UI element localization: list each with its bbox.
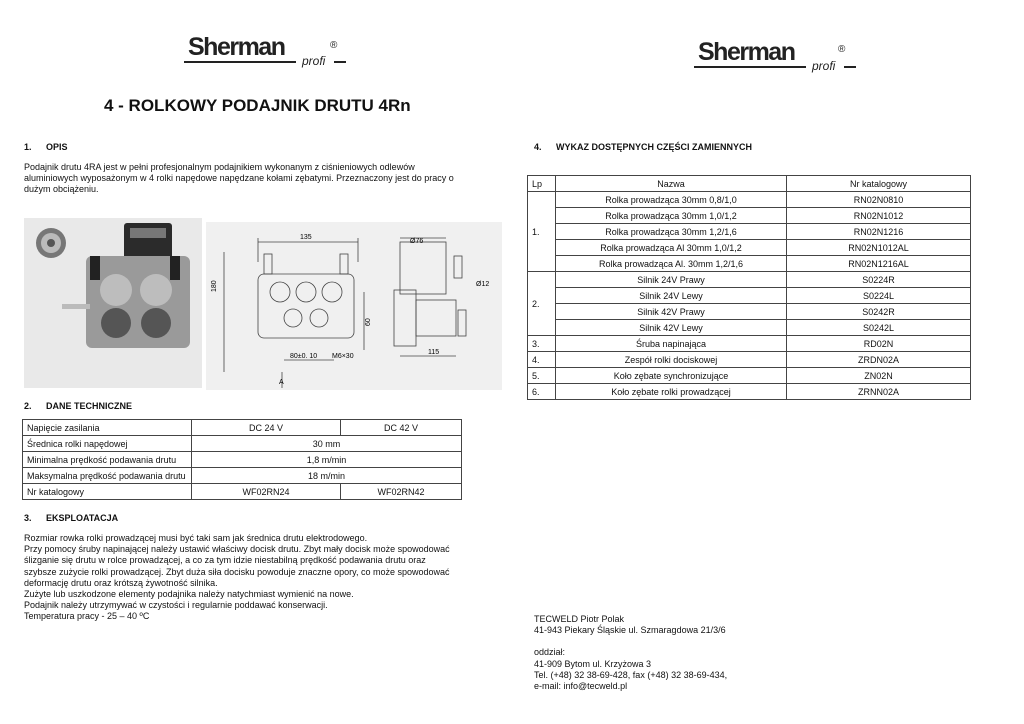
phone-fax: Tel. (+48) 32 38-69-428, fax (+48) 32 38-69-434, bbox=[534, 669, 728, 680]
table-header-row: Lp Nazwa Nr katalogowy bbox=[528, 176, 971, 192]
company-name: TECWELD Piotr Polak bbox=[534, 614, 625, 624]
table-row: Silnik 42V Lewy S0242L bbox=[528, 320, 971, 336]
dim-d76: Ø76 bbox=[410, 238, 424, 245]
table-row: Maksymalna prędkość podawania drutu 18 m/min bbox=[23, 468, 462, 484]
table-row: Rolka prowadząca Al 30mm 1,0/1,2 RN02N1012AL bbox=[528, 240, 971, 256]
table-row: 2. Silnik 24V Prawy S0224R bbox=[528, 272, 971, 288]
dim-135: 135 bbox=[300, 234, 312, 241]
logo-word: Sherman bbox=[188, 33, 285, 61]
dim-80: 80±0. 10 bbox=[290, 353, 318, 360]
dim-115: 115 bbox=[428, 349, 440, 356]
table-row: Średnica rolki napędowej 30 mm bbox=[23, 436, 462, 452]
table-row: Rolka prowadząca Al. 30mm 1,2/1,6 RN02N1216AL bbox=[528, 256, 971, 272]
table-row: 4. Zespół rolki dociskowej ZRDN02A bbox=[528, 352, 971, 368]
table-row: 1. Rolka prowadząca 30mm 0,8/1,0 RN02N0810 bbox=[528, 192, 971, 208]
dim-d12: Ø12 bbox=[476, 281, 490, 288]
logo-reg: ® bbox=[330, 40, 338, 51]
dim-m6: M6×30 bbox=[332, 353, 354, 360]
logo-sub: profi bbox=[302, 54, 326, 68]
sherman-logo-left bbox=[188, 33, 348, 67]
company-address bbox=[534, 614, 727, 692]
table-row: 3. Śruba napinająca RD02N bbox=[528, 336, 971, 352]
table-row: Minimalna prędkość podawania drutu 1,8 m/min bbox=[23, 452, 462, 468]
table-row: Nr katalogowy WF02RN24 WF02RN42 bbox=[23, 484, 462, 500]
section-eksploatacja-heading: 3. EKSPLOATACJA bbox=[24, 513, 119, 523]
table-row: Napięcie zasilania DC 24 V DC 42 V bbox=[23, 420, 462, 436]
company-street: 41-943 Piekary Śląskie ul. Szmaragdowa 21/3/6 bbox=[534, 625, 726, 636]
dim-180: 180 bbox=[211, 280, 218, 292]
branch-address: 41-909 Bytom ul. Krzyżowa 3 bbox=[534, 658, 652, 669]
table-row: Silnik 24V Lewy S0224L bbox=[528, 288, 971, 304]
product-photo bbox=[24, 218, 202, 388]
opis-paragraph: Podajnik drutu 4RA jest w pełni profesjonalnym podajnikiem wykonanym z ciśnieniowych odlewów aluminiowych wyposażonym w 4 rolki napędowe napędzane kołami zębatymi. Przeznaczony jest do pracy o dużym obciążeniu. bbox=[24, 162, 454, 195]
sherman-logo-right bbox=[698, 38, 858, 72]
branch-label: oddział: bbox=[534, 647, 566, 658]
tech-table bbox=[22, 419, 462, 500]
logo-reg: ® bbox=[838, 44, 846, 55]
logo-word: Sherman bbox=[698, 38, 795, 66]
email: e-mail: info@tecweld.pl bbox=[534, 681, 628, 692]
technical-drawing bbox=[206, 222, 502, 390]
section-opis-heading: 1. OPIS bbox=[24, 142, 68, 152]
parts-table bbox=[527, 175, 971, 400]
table-row: 6. Koło zębate rolki prowadzącej ZRNN02A bbox=[528, 384, 971, 400]
table-row: 5. Koło zębate synchronizujące ZN02N bbox=[528, 368, 971, 384]
table-row: Silnik 42V Prawy S0242R bbox=[528, 304, 971, 320]
table-row: Rolka prowadząca 30mm 1,2/1,6 RN02N1216 bbox=[528, 224, 971, 240]
label-a: A bbox=[279, 379, 284, 386]
table-row: Rolka prowadząca 30mm 1,0/1,2 RN02N1012 bbox=[528, 208, 971, 224]
section-wykaz-heading: 4. WYKAZ DOSTĘPNYCH CZĘŚCI ZAMIENNYCH bbox=[534, 142, 753, 152]
eksploatacja-paragraph: Rozmiar rowka rolki prowadzącej musi być taki sam jak średnica drutu elektrodowego. Przy pomocy śruby napinającej należy ustawić właściwy docisk drutu. Zbyt mały docisk może spowodować ślizganie się drutu w rolce prowadzącej, a co za tym idzie niestabilną prędkość podawania drutu oraz szybsze zużycie rolki prowadzącej. Zbyt duża siła docisku powoduje znaczne opory, co może spowodować deformację drutu oraz krótszą żywotność silnika. Zużyte lub uszkodzone elementy podajnika należy natychmiast wymienić na nowe. Podajnik należy utrzymywać w czystości i regularnie poddawać konserwacji. Temperatura pracy - 25 – 40 ºC bbox=[24, 533, 450, 622]
page-title: 4 - ROLKOWY PODAJNIK DRUTU 4Rn bbox=[104, 96, 411, 115]
dim-60: 60 bbox=[365, 318, 372, 326]
logo-sub: profi bbox=[812, 59, 836, 73]
section-dane-heading: 2. DANE TECHNICZNE bbox=[24, 401, 133, 411]
